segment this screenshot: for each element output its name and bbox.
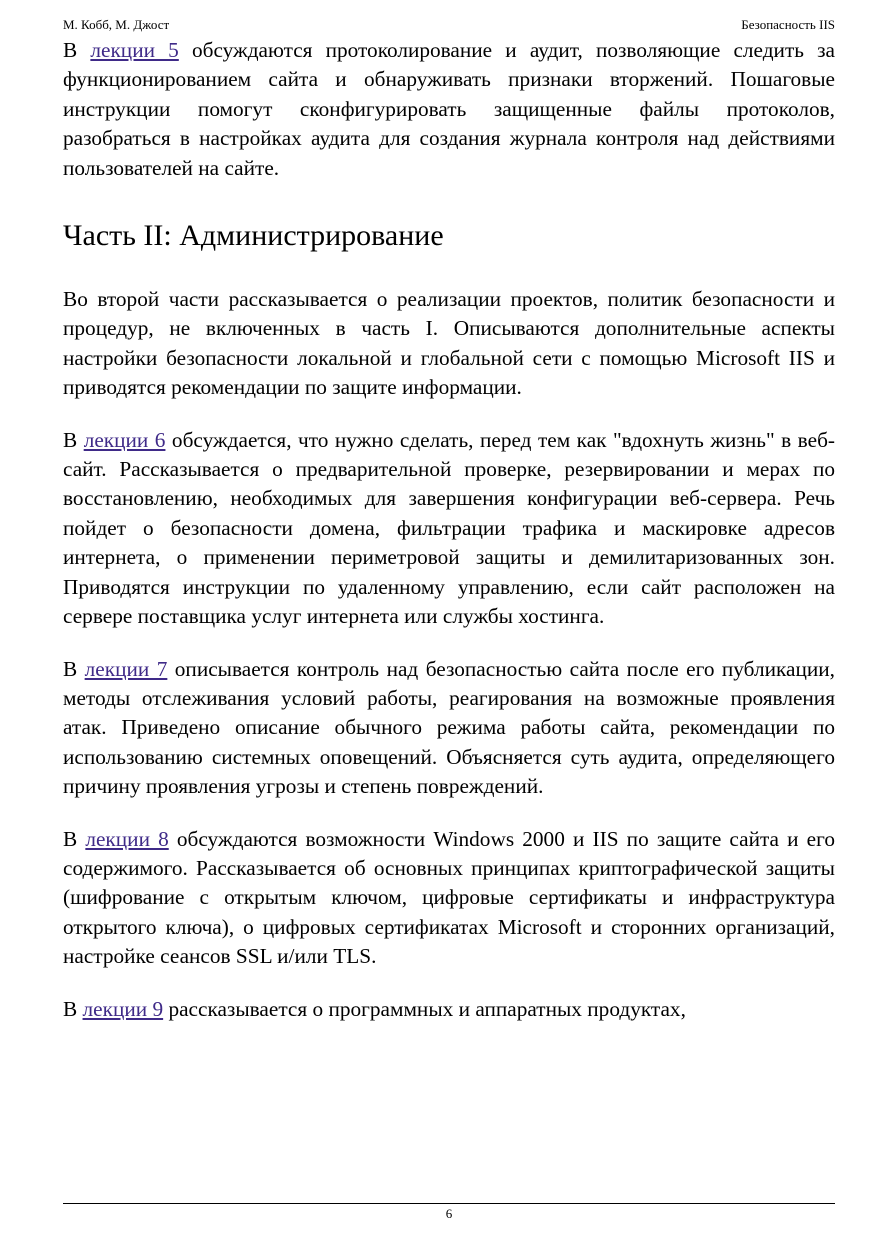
lecture-9-link[interactable]: лекции 9: [82, 996, 164, 1021]
paragraph-lecture-8: [63, 825, 835, 972]
paragraph-lead: В: [63, 427, 84, 452]
paragraph-text: рассказывается о программных и аппаратных продуктах,: [163, 996, 686, 1021]
document-page: [63, 0, 835, 1241]
paragraph-lecture-7: [63, 655, 835, 802]
header-book-title: Безопасность IIS: [741, 17, 835, 32]
header-authors: М. Кобб, М. Джост: [63, 17, 170, 32]
paragraph-lead: В: [63, 996, 83, 1021]
paragraph-lead: В: [63, 38, 91, 62]
lecture-5-link[interactable]: лекции 5: [90, 38, 179, 62]
body-text: [63, 36, 835, 1024]
paragraph-text: описывается контроль над безопасностью сайта после его публикации, методы отслеживания условий работы, реагирования на возможные проявления атак. Приведено описание обычного режима работы сайта, рекомендации по использованию системных оповещений. Объясняется суть аудита, определяющего причину проявления угрозы и степень повреждений.: [63, 656, 835, 799]
paragraph-lead: В: [63, 656, 85, 681]
paragraph-lead: В: [63, 826, 86, 851]
paragraph-lecture-5: [63, 36, 835, 183]
paragraph-text: обсуждается, что нужно сделать, перед тем как "вдохнуть жизнь" в веб-сайт. Рассказывается о предварительной проверке, резервировании и мерах по восстановлению, необходимых для завершения конфигурации веб-сервера. Речь пойдет о безопасности домена, фильтрации трафика и маскировке адресов интернета, о применении периметровой защиты и демилитаризованных зон. Приводятся инструкции по удаленному управлению, если сайт расположен на сервере поставщика услуг интернета или службы хостинга.: [63, 427, 835, 629]
lecture-8-link[interactable]: лекции 8: [85, 826, 169, 851]
page-number: 6: [445, 1206, 453, 1221]
paragraph-text: обсуждаются протоколирование и аудит, позволяющие следить за функционированием сайта и обнаруживать признаки вторжений. Пошаговые инструкции помогут сконфигурировать защищенные файлы протоколов, разобраться в настройках аудита для создания журнала контроля над действиями пользователей на сайте.: [63, 38, 835, 180]
lecture-6-link[interactable]: лекции 6: [83, 427, 166, 452]
paragraph-lecture-6: [63, 426, 835, 632]
paragraph-text: обсуждаются возможности Windows 2000 и IIS по защите сайта и его содержимого. Рассказывается об основных принципах криптографической защиты (шифрование с открытым ключом, цифровые сертификаты и инфраструктура открытого ключа), о цифровых сертификатах Microsoft и сторонних организаций, настройке сеансов SSL и/или TLS.: [63, 826, 835, 969]
section-heading: Часть II: Администрирование: [63, 219, 444, 253]
paragraph-part-2-intro: Во второй части рассказывается о реализации проектов, политик безопасности и процедур, не включенных в часть I. Описываются дополнительные аспекты настройки безопасности локальной и глобальной сети с помощью Microsoft IIS и приводятся рекомендации по защите информации.: [63, 287, 835, 400]
paragraph-lecture-9: [63, 995, 835, 1024]
lecture-7-link[interactable]: лекции 7: [84, 656, 168, 681]
footer-rule: [63, 1203, 835, 1204]
